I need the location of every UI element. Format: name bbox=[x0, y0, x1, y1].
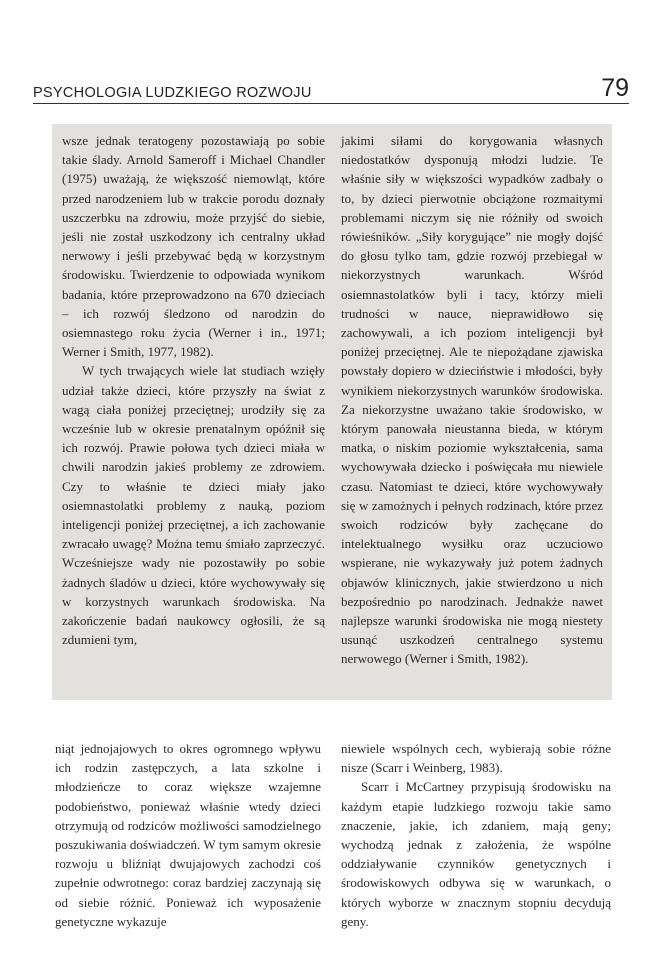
box-left-paragraph-1: wsze jednak teratogeny pozostawiają po sobie takie ślady. Arnold Sameroff i Michael Chandler (1975) uważają, że większość niemowląt, które przed narodzeniem lub w trakcie porodu doznały uszczerbku na zdrowiu, może przyjść do siebie, jeśli nie został uszkodzony ich centralny układ nerwowy i jeśli przebywać będą w korzystnym środowisku. Twierdzenie to odpowiada wynikom badania, które przeprowadzono na 670 dzieciach – ich rozwój śledzono od narodzin do osiemnastego roku życia (Werner i in., 1971; Werner i Smith, 1977, 1982). bbox=[62, 133, 325, 360]
page-number: 79 bbox=[601, 74, 629, 102]
body-right-paragraph-1: niewiele wspólnych cech, wybierają sobie różne nisze (Scarr i Weinberg, 1983). bbox=[341, 741, 611, 776]
box-left-paragraph-2: W tych trwających wiele lat studiach wzięły udział także dzieci, które przyszły na świat z wagą ciała poniżej przeciętnej; urodziły się za wcześnie lub w okresie prenatalnym opóźnił się ich rozwój. Prawie połowa tych dzieci miała w chwili narodzin jakieś problemy ze zdrowiem. Czy to właśnie te dzieci miały jako osiemnastolatki problemy z nauką, poziom inteligencji poniżej przeciętnej, a ich zachowanie zwracało uwagę? Można temu śmiało zaprzeczyć. Wcześniejsze wady nie pozostawiły po sobie żadnych śladów u dzieci, które wychowywały się w korzystnych warunkach środowiska. Na zakończenie badań naukowcy ogłosili, że są zdumieni tym, bbox=[62, 363, 325, 648]
body-left-paragraph-1: niąt jednojajowych to okres ogromnego wpływu ich rodzin zastępczych, a lata szkolne i młodzieńcze to coraz większe wzajemne podobieństwo, ponieważ właśnie wtedy dzieci otrzymują od rodziców możliwości samodzielnego poszukiwania doświadczeń. W tym samym okresie rozwoju u bliźniąt dwujajowych zachodzi coś zupełnie odwrotnego: coraz bardziej zaczynają się od siebie różnić. Ponieważ ich wyposażenie genetyczne wykazuje bbox=[55, 741, 321, 929]
running-title: PSYCHOLOGIA LUDZKIEGO ROZWOJU bbox=[33, 85, 312, 101]
box-right-paragraph-1: jakimi siłami do korygowania własnych niedostatków dysponują młodzi ludzie. Te właśnie siły w większości wypadków zadbały o to, by dzieci pierwotnie obciążone rozmaitymi problemami niczym się nie różniły od swoich rówieśników. „Siły korygujące” nie mogły dojść do głosu tylko tam, gdzie rozwój przebiegał w niekorzystnych warunkach. Wśród osiemnastolatków byli i tacy, którzy mieli trudności w nauce, nieprawidłowo się zachowywali, a ich poziom inteligencji był poniżej przeciętnej. Ale te niepożądane zjawiska powstały dopiero w dzieciństwie i młodości, były wynikiem niekorzystnych warunków środowiska. Za niekorzystne uważano takie środowisko, w którym panowała nieustanna bieda, w którym matka, o niskim poziomie wykształcenia, sama wychowywała dziecko i poświęcała mu niewiele czasu. Natomiast te dzieci, które wychowywały się w zamożnych i pełnych rodzinach, które przez swoich rodziców były zachęcane do intelektualnego wysiłku oraz uczuciowo wspierane, nie wykazywały już potem żadnych objawów klinicznych, jakie stwierdzono u nich bezpośrednio po narodzinach. Jednakże nawet najlepsze warunki środowiska nie mogą niestety usunąć uszkodzeń centralnego systemu nerwowego (Werner i Smith, 1982). bbox=[341, 133, 603, 667]
box-left-column bbox=[62, 131, 325, 649]
header-rule bbox=[33, 103, 629, 104]
body-right-paragraph-2: Scarr i McCartney przypisują środowisku na każdym etapie ludzkiego rozwoju takie samo znaczenie, jakie, ich zdaniem, mają geny; wychodzą jednak z założenia, że wspólne oddziaływanie czynników genetycznych i środowiskowych odbywa się w warunkach, o których wyborze w znacznym stopniu decydują geny. bbox=[341, 779, 611, 929]
body-right-column bbox=[341, 739, 611, 931]
running-header bbox=[33, 70, 629, 104]
body-left-column bbox=[55, 739, 321, 931]
box-right-column bbox=[341, 131, 603, 669]
